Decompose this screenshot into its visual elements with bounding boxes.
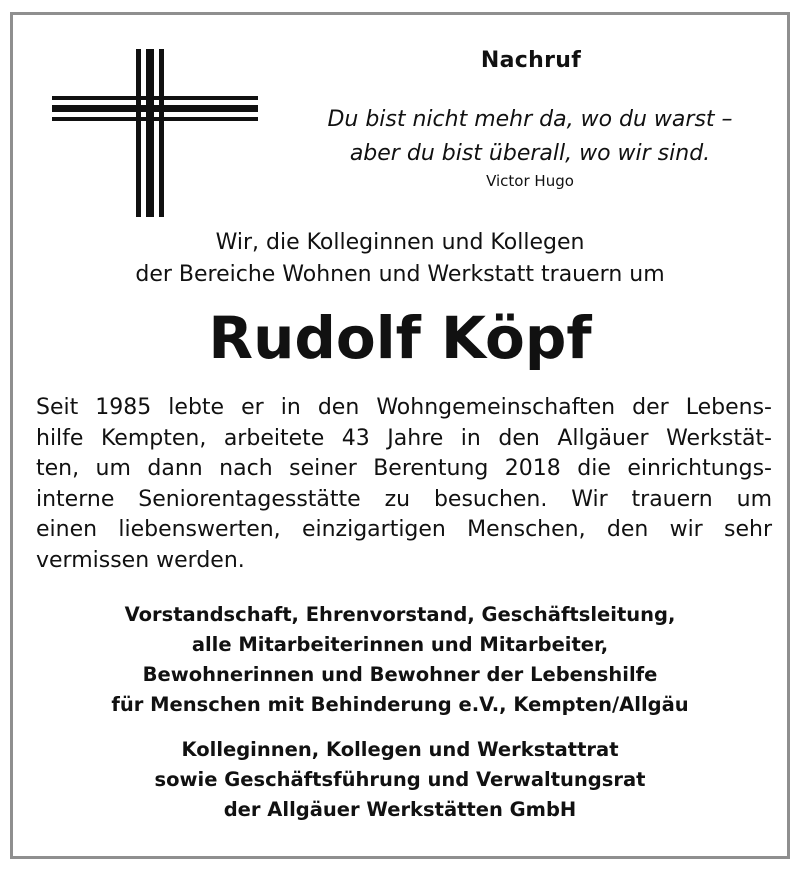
- deceased-name: Rudolf Köpf: [208, 304, 592, 372]
- signature-line: alle Mitarbeiterinnen und Mitarbeiter,: [191, 633, 609, 656]
- body-line: ten, um dann nach seiner Berentung 2018 die einrichtungs-: [36, 456, 772, 481]
- body-line: einen liebenswerten, einzigartigen Menschen, den wir sehr: [36, 517, 772, 542]
- obituary-body: [36, 393, 772, 576]
- cross-icon: [52, 49, 258, 217]
- page-title: Nachruf: [480, 48, 582, 73]
- body-line: vermissen werden.: [36, 547, 245, 573]
- body-line: hilfe Kempten, arbeitete 43 Jahre in den Allgäuer Werkstät-: [36, 425, 772, 451]
- signature-line: Bewohnerinnen und Bewohner der Lebenshilfe: [142, 663, 658, 686]
- signature-line: sowie Geschäftsführung und Verwaltungsrat: [154, 768, 646, 791]
- body-line: interne Seniorentagesstätte zu besuchen. Wir trauern um: [36, 486, 772, 512]
- signature-group-werkstaetten: [40, 735, 760, 825]
- quote-line: Du bist nicht mehr da, wo du warst –: [327, 107, 733, 132]
- quote: [300, 103, 760, 171]
- signature-group-lebenshilfe: [40, 600, 760, 720]
- intro-line: der Bereiche Wohnen und Werkstatt trauern um: [135, 262, 665, 287]
- intro-line: Wir, die Kolleginnen und Kollegen: [215, 230, 585, 255]
- quote-line: aber du bist überall, wo wir sind.: [349, 141, 711, 166]
- signature-line: Kolleginnen, Kollegen und Werkstattrat: [181, 738, 619, 761]
- signature-line: Vorstandschaft, Ehrenvorstand, Geschäftsleitung,: [124, 603, 676, 626]
- intro-text: [40, 227, 760, 291]
- body-line: Seit 1985 lebte er in den Wohngemeinschaften der Lebens-: [36, 395, 772, 420]
- signature-line: für Menschen mit Behinderung e.V., Kempten/Allgäu: [111, 693, 689, 716]
- signature-line: der Allgäuer Werkstätten GmbH: [223, 798, 577, 821]
- quote-author: Victor Hugo: [486, 172, 574, 190]
